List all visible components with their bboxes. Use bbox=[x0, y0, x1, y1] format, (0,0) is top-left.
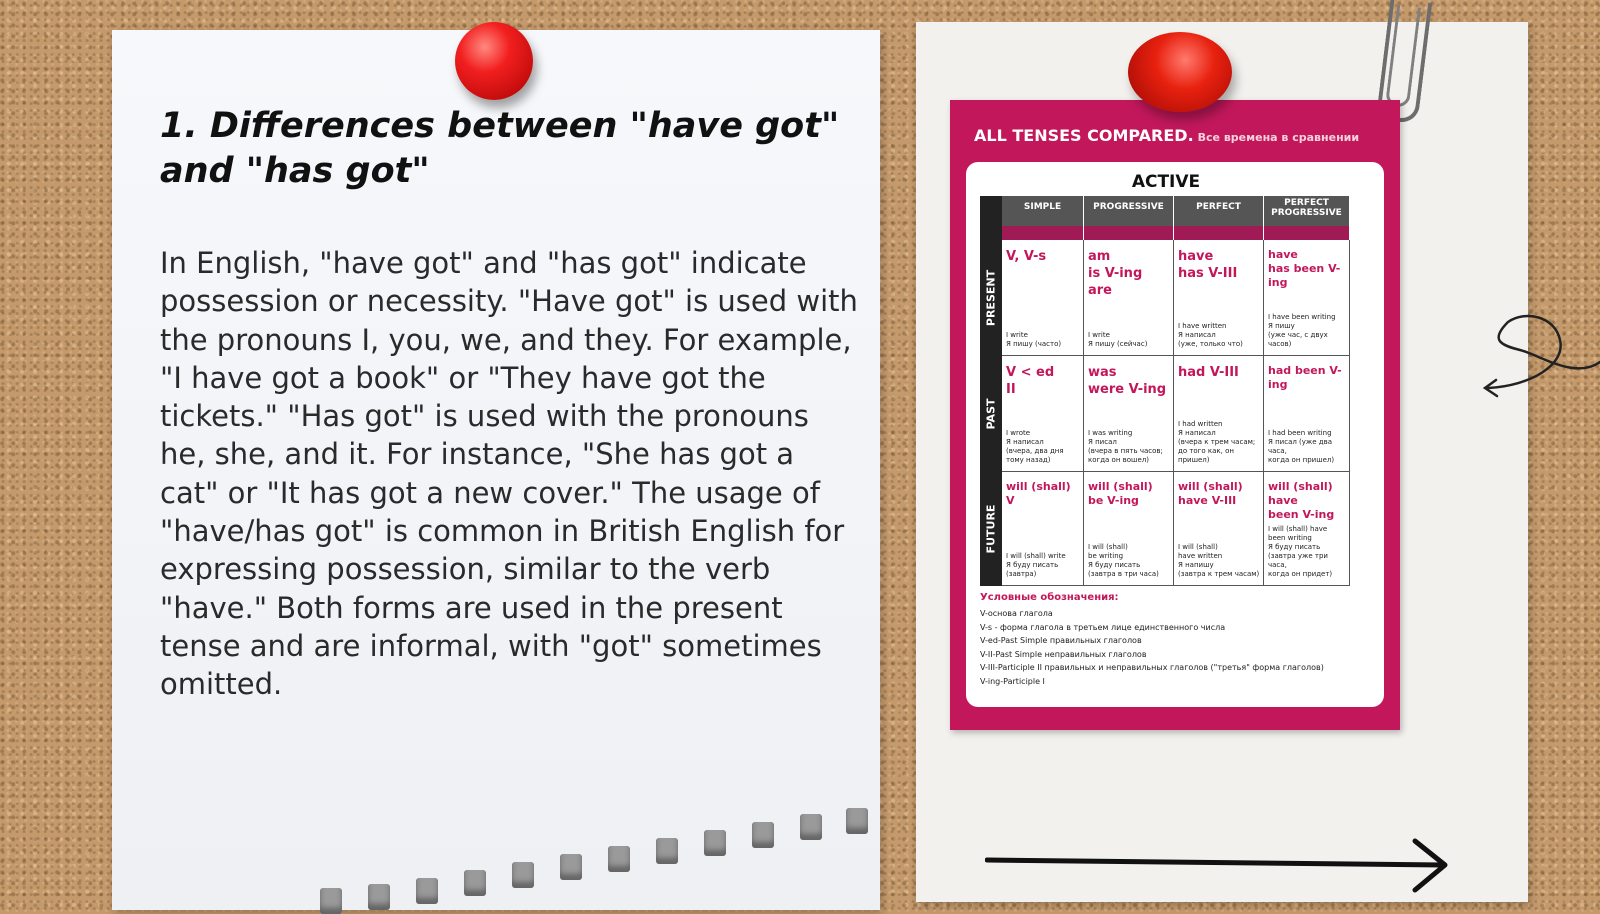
table-cell: was were V-ing I was writing Я писал (вчера в пять часов; когда он вошел) bbox=[1084, 356, 1174, 472]
legend-item: V-основа глагола bbox=[980, 609, 1053, 618]
tenses-title-en: ALL TENSES COMPARED. bbox=[974, 126, 1194, 145]
tenses-title-ru: Все времена в сравнении bbox=[1197, 131, 1360, 144]
column-header-perfect: PERFECT bbox=[1174, 196, 1264, 240]
tenses-table bbox=[980, 196, 1350, 586]
row-header-present: PRESENT bbox=[980, 240, 1002, 356]
legend-item: V-ing-Participle I bbox=[980, 676, 1045, 686]
table-cell: have has V-III I have written Я написал (уже, только что) bbox=[1174, 240, 1264, 356]
table-cell: have has been V-ing I have been writing Я пишу (уже час, с двух часов) bbox=[1264, 240, 1350, 356]
right-arrow-icon bbox=[985, 835, 1455, 895]
row-header-future: FUTURE bbox=[980, 472, 1002, 586]
table-corner bbox=[980, 196, 1002, 240]
table-cell: V, V-s I write Я пишу (часто) bbox=[1002, 240, 1084, 356]
slide-title: 1. Differences between "have got" and "has got" bbox=[160, 106, 840, 191]
tenses-card bbox=[950, 100, 1400, 730]
tenses-card-panel bbox=[966, 162, 1384, 707]
table-cell: had been V-ing I had been writing Я писал (уже два часа, когда он пришел) bbox=[1264, 356, 1350, 472]
table-cell: am is V-ing are I write Я пишу (сейчас) bbox=[1084, 240, 1174, 356]
pushpin-icon bbox=[1128, 32, 1232, 112]
tenses-card-title bbox=[974, 126, 1359, 145]
active-voice-label: ACTIVE bbox=[1131, 172, 1201, 192]
table-cell: will (shall) V I will (shall) write Я буду писать (завтра) bbox=[1002, 472, 1084, 586]
row-header-past: PAST bbox=[980, 356, 1002, 472]
legend-item: V-II-Past Simple неправильных глаголов bbox=[980, 649, 1147, 659]
curly-arrow-doodle-icon bbox=[1480, 310, 1600, 420]
table-cell: will (shall) be V-ing I will (shall) be writing Я буду писать (завтра в три часа) bbox=[1084, 472, 1174, 586]
slide-body-text: In English, "have got" and "has got" indicate possession or necessity. "Have got" is used with the pronouns I, you, we, and they. For example, "I have got a book" or "They have got the tickets." "Has got" is used with the pronouns he, she, and it. For instance, "She has got a cat" or "It has got a new cover." The usage of "have/has got" is common in British English for expressing possession, similar to the verb "have." Both forms are used in the present tense and are informal, with "got" sometimes omitted. bbox=[160, 246, 858, 702]
table-cell: will (shall) have V-III I will (shall) have written Я напишу (завтра к трем часам) bbox=[1174, 472, 1264, 586]
table-cell: will (shall) have been V-ing I will (shall) have been writing Я буду писать (завтра уже три часа, когда он придет) bbox=[1264, 472, 1350, 586]
column-header-perfect-progressive: PERFECT PROGRESSIVE bbox=[1264, 196, 1350, 240]
legend bbox=[980, 592, 1380, 688]
legend-title: Условные обозначения: bbox=[980, 592, 1119, 603]
table-cell: V < ed II I wrote Я написал (вчера, два дня тому назад) bbox=[1002, 356, 1084, 472]
column-header-progressive: PROGRESSIVE bbox=[1084, 196, 1174, 240]
legend-item: V-III-Participle II правильных и неправильных глаголов ("третья" форма глаголов) bbox=[980, 663, 1324, 672]
column-header-simple: SIMPLE bbox=[1002, 196, 1084, 240]
pushpin-icon bbox=[455, 22, 533, 100]
legend-item: V-s - форма глагола в третьем лице единственного числа bbox=[980, 622, 1226, 632]
table-cell: had V-III I had written Я написал (вчера к трем часам; до того как, он пришел) bbox=[1174, 356, 1264, 472]
legend-item: V-ed-Past Simple правильных глаголов bbox=[980, 636, 1142, 645]
